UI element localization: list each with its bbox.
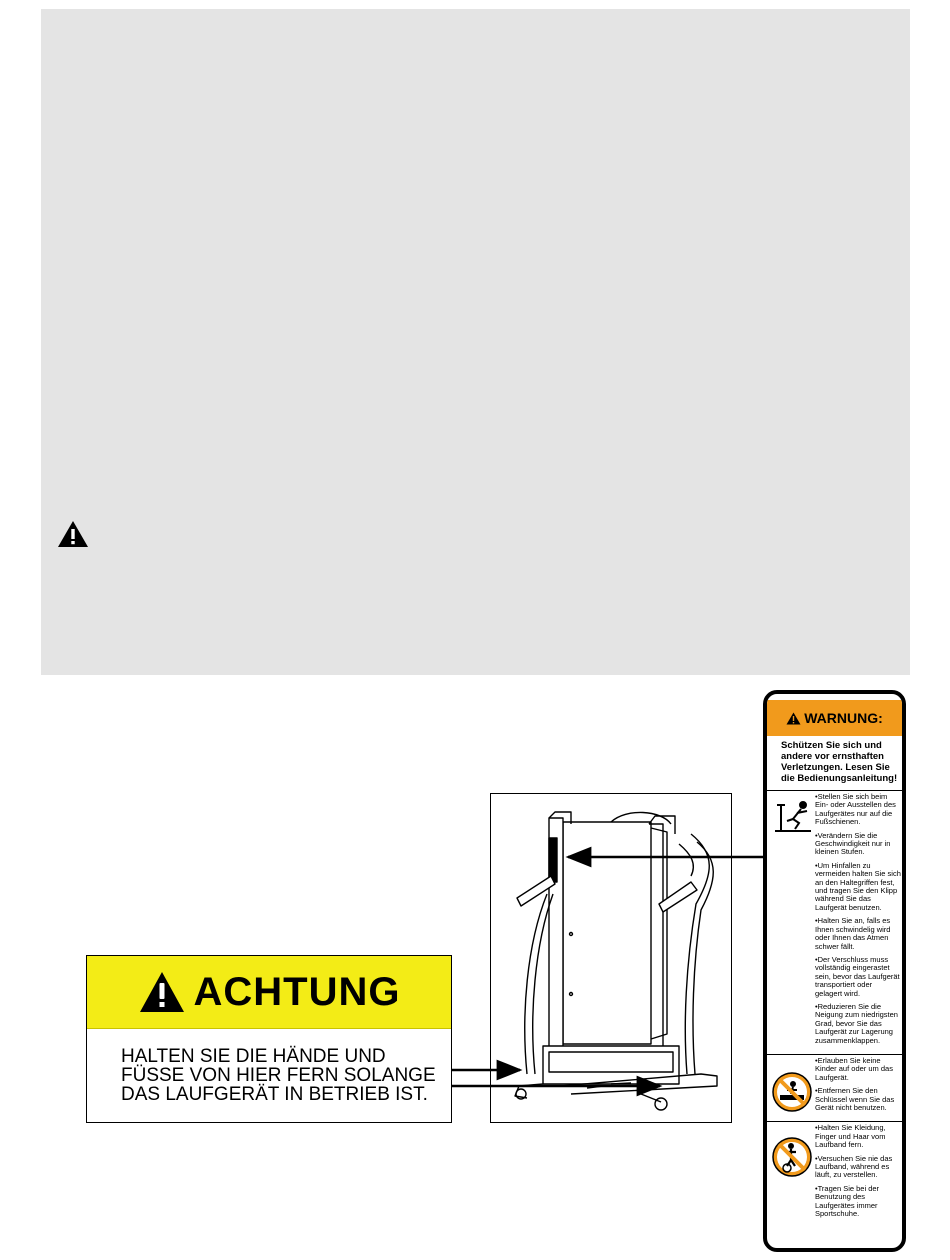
warnung-item: •Der Verschluss muss vollständig eingerastet sein, bevor das Laufgerät transportiert oder gelagert wird. <box>815 954 900 998</box>
folded-treadmill-drawing <box>491 794 732 1123</box>
warnung-section-children <box>767 1055 902 1122</box>
no-hands-in-belt-icon <box>771 1136 813 1178</box>
section-text <box>815 1055 902 1121</box>
achtung-line: DAS LAUFGERÄT IN BETRIEB IST. <box>121 1084 428 1105</box>
intro-line: die Bedienungsanleitung! <box>781 773 898 784</box>
achtung-title: ACHTUNG <box>193 969 401 1014</box>
warnung-item: •Tragen Sie bei der Benutzung des Laufgerätes immer Sportschuhe. <box>815 1183 880 1219</box>
warnung-item: •Verändern Sie die Geschwindigkeit nur in kleinen Stufen. <box>815 830 891 857</box>
warnung-intro <box>767 736 902 791</box>
warnung-item: •Stellen Sie sich beim Ein- oder Ausstellen des Laufgerätes nur auf die Fußschienen. <box>815 792 896 827</box>
intro-line: Verletzungen. Lesen Sie <box>781 762 890 773</box>
warnung-header <box>767 700 902 736</box>
warnung-item: •Erlauben Sie keine Kinder auf oder um das Laufgerät. <box>815 1055 893 1082</box>
achtung-line: HALTEN SIE DIE HÄNDE UND <box>121 1046 386 1067</box>
no-children-icon <box>771 1071 813 1113</box>
warning-triangle-icon <box>138 970 186 1014</box>
warning-triangle-icon <box>56 519 90 549</box>
warnung-item: •Entfernen Sie den Schlüssel wenn Sie das Gerät nicht benutzen. <box>815 1086 895 1112</box>
achtung-header <box>87 956 451 1029</box>
warnung-item: •Halten Sie an, falls es Ihnen schwindelig wird oder Ihnen das Atmen schwer fällt. <box>815 916 891 951</box>
warnung-item: •Um Hinfallen zu vermeiden halten Sie sich an den Haltegriffen fest, und tragen Sie den Klipp während Sie das Laufgerät benutzen. <box>815 860 901 912</box>
achtung-text <box>87 1029 451 1104</box>
achtung-line: FÜSSE VON HIER FERN SOLANGE <box>121 1065 436 1086</box>
section-text <box>815 1122 902 1227</box>
warnung-item: •Halten Sie Kleidung, Finger und Haar vom Laufband fern. <box>815 1123 886 1150</box>
warnung-section-safety <box>767 791 902 1055</box>
treadmill-illustration <box>490 793 732 1123</box>
intro-line: Schützen Sie sich und <box>781 740 882 751</box>
warning-triangle-icon <box>786 712 801 725</box>
warnung-section-belt <box>767 1122 902 1227</box>
person-falling-icon <box>771 797 815 837</box>
warnung-item: •Versuchen Sie nie das Laufband, während es läuft, zu verstellen. <box>815 1153 893 1180</box>
warnung-item: •Reduzieren Sie die Neigung zum niedrigsten Grad, bevor Sie das Laufgerät zur Lagerung zusammenklappen. <box>815 1001 898 1045</box>
achtung-warning-label <box>86 955 452 1123</box>
grey-text-panel <box>41 9 910 675</box>
section-text <box>815 791 902 1054</box>
warnung-decal <box>763 690 906 1252</box>
intro-line: andere vor ernsthaften <box>781 751 884 762</box>
warnung-title: WARNUNG: <box>804 710 883 726</box>
